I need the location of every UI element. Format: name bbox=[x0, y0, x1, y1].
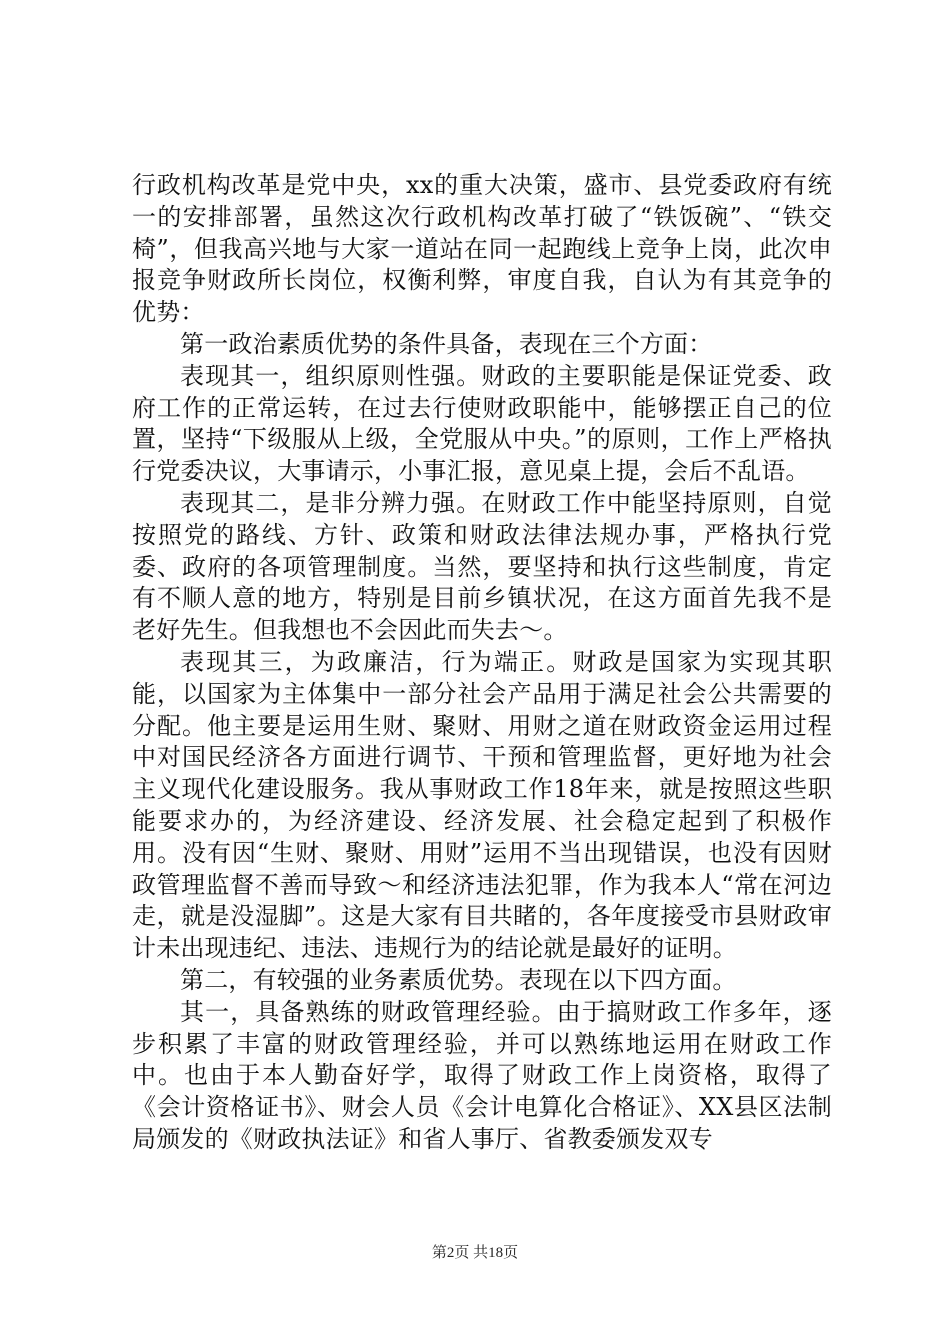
paragraph-political-heading: 第一政治素质优势的条件具备，表现在三个方面： bbox=[180, 329, 713, 358]
paragraph-business-point-one: 其一，具备熟练的财政管理经验。由于搞财政工作多年，逐步积累了丰富的财政管理经验，并可以熟练地运用在财政工作中。也由于本人勤奋好学，取得了财政工作上岗资格，取得了《会计资格证书》、财会人员《会计电算化合格证》、XX县区法制局颁发的《财政执法证》和省人事厅、省教委颁发双专 bbox=[132, 997, 832, 1153]
paragraph-point-three: 表现其三，为政廉洁，行为端正。财政是国家为实现其职能，以国家为主体集中一部分社会产品用于满足社会公共需要的分配。他主要是运用生财、聚财、用财之道在财政资金运用过程中对国民经济各方面进行调节、干预和管理监督，更好地为社会主义现代化建设服务。我从事财政工作18年来，就是按照这些职能要求办的，为经济建设、经济发展、社会稳定起到了积极作用。没有因“生财、聚财、用财”运用不当出现错误，也没有因财政管理监督不善而导致～和经济违法犯罪，作为我本人“常在河边走，就是没湿脚”。这是大家有目共睹的，各年度接受市县财政审计未出现违纪、违法、违规行为的结论就是最好的证明。 bbox=[132, 647, 832, 963]
page-number-footer: 第2页 共18页 bbox=[431, 1245, 519, 1261]
paragraph-point-two: 表现其二，是非分辨力强。在财政工作中能坚持原则，自觉按照党的路线、方针、政策和财政法律法规办事，严格执行党委、政府的各项管理制度。当然，要坚持和执行这些制度，肯定有不顺人意的地方，特别是目前乡镇状况，在这方面首先我不是老好先生。但我想也不会因此而失去～。 bbox=[132, 488, 832, 645]
paragraph-business-heading: 第二，有较强的业务素质优势。表现在以下四方面。 bbox=[180, 965, 737, 994]
document-body bbox=[132, 170, 832, 1156]
paragraph-point-one: 表现其一，组织原则性强。财政的主要职能是保证党委、政府工作的正常运转，在过去行使财政职能中，能够摆正自己的位置，坚持“下级服从上级，全党服从中央。”的原则，工作上严格执行党委决议，大事请示，小事汇报，意见桌上提，会后不乱语。 bbox=[132, 361, 832, 486]
paragraph-intro: 行政机构改革是党中央，xx的重大决策，盛市、县党委政府有统一的安排部署，虽然这次行政机构改革打破了“铁饭碗”、“铁交椅”，但我高兴地与大家一道站在同一起跑线上竞争上岗，此次申报竞争财政所长岗位，权衡利弊，审度自我，自认为有其竞争的优势： bbox=[132, 171, 832, 327]
